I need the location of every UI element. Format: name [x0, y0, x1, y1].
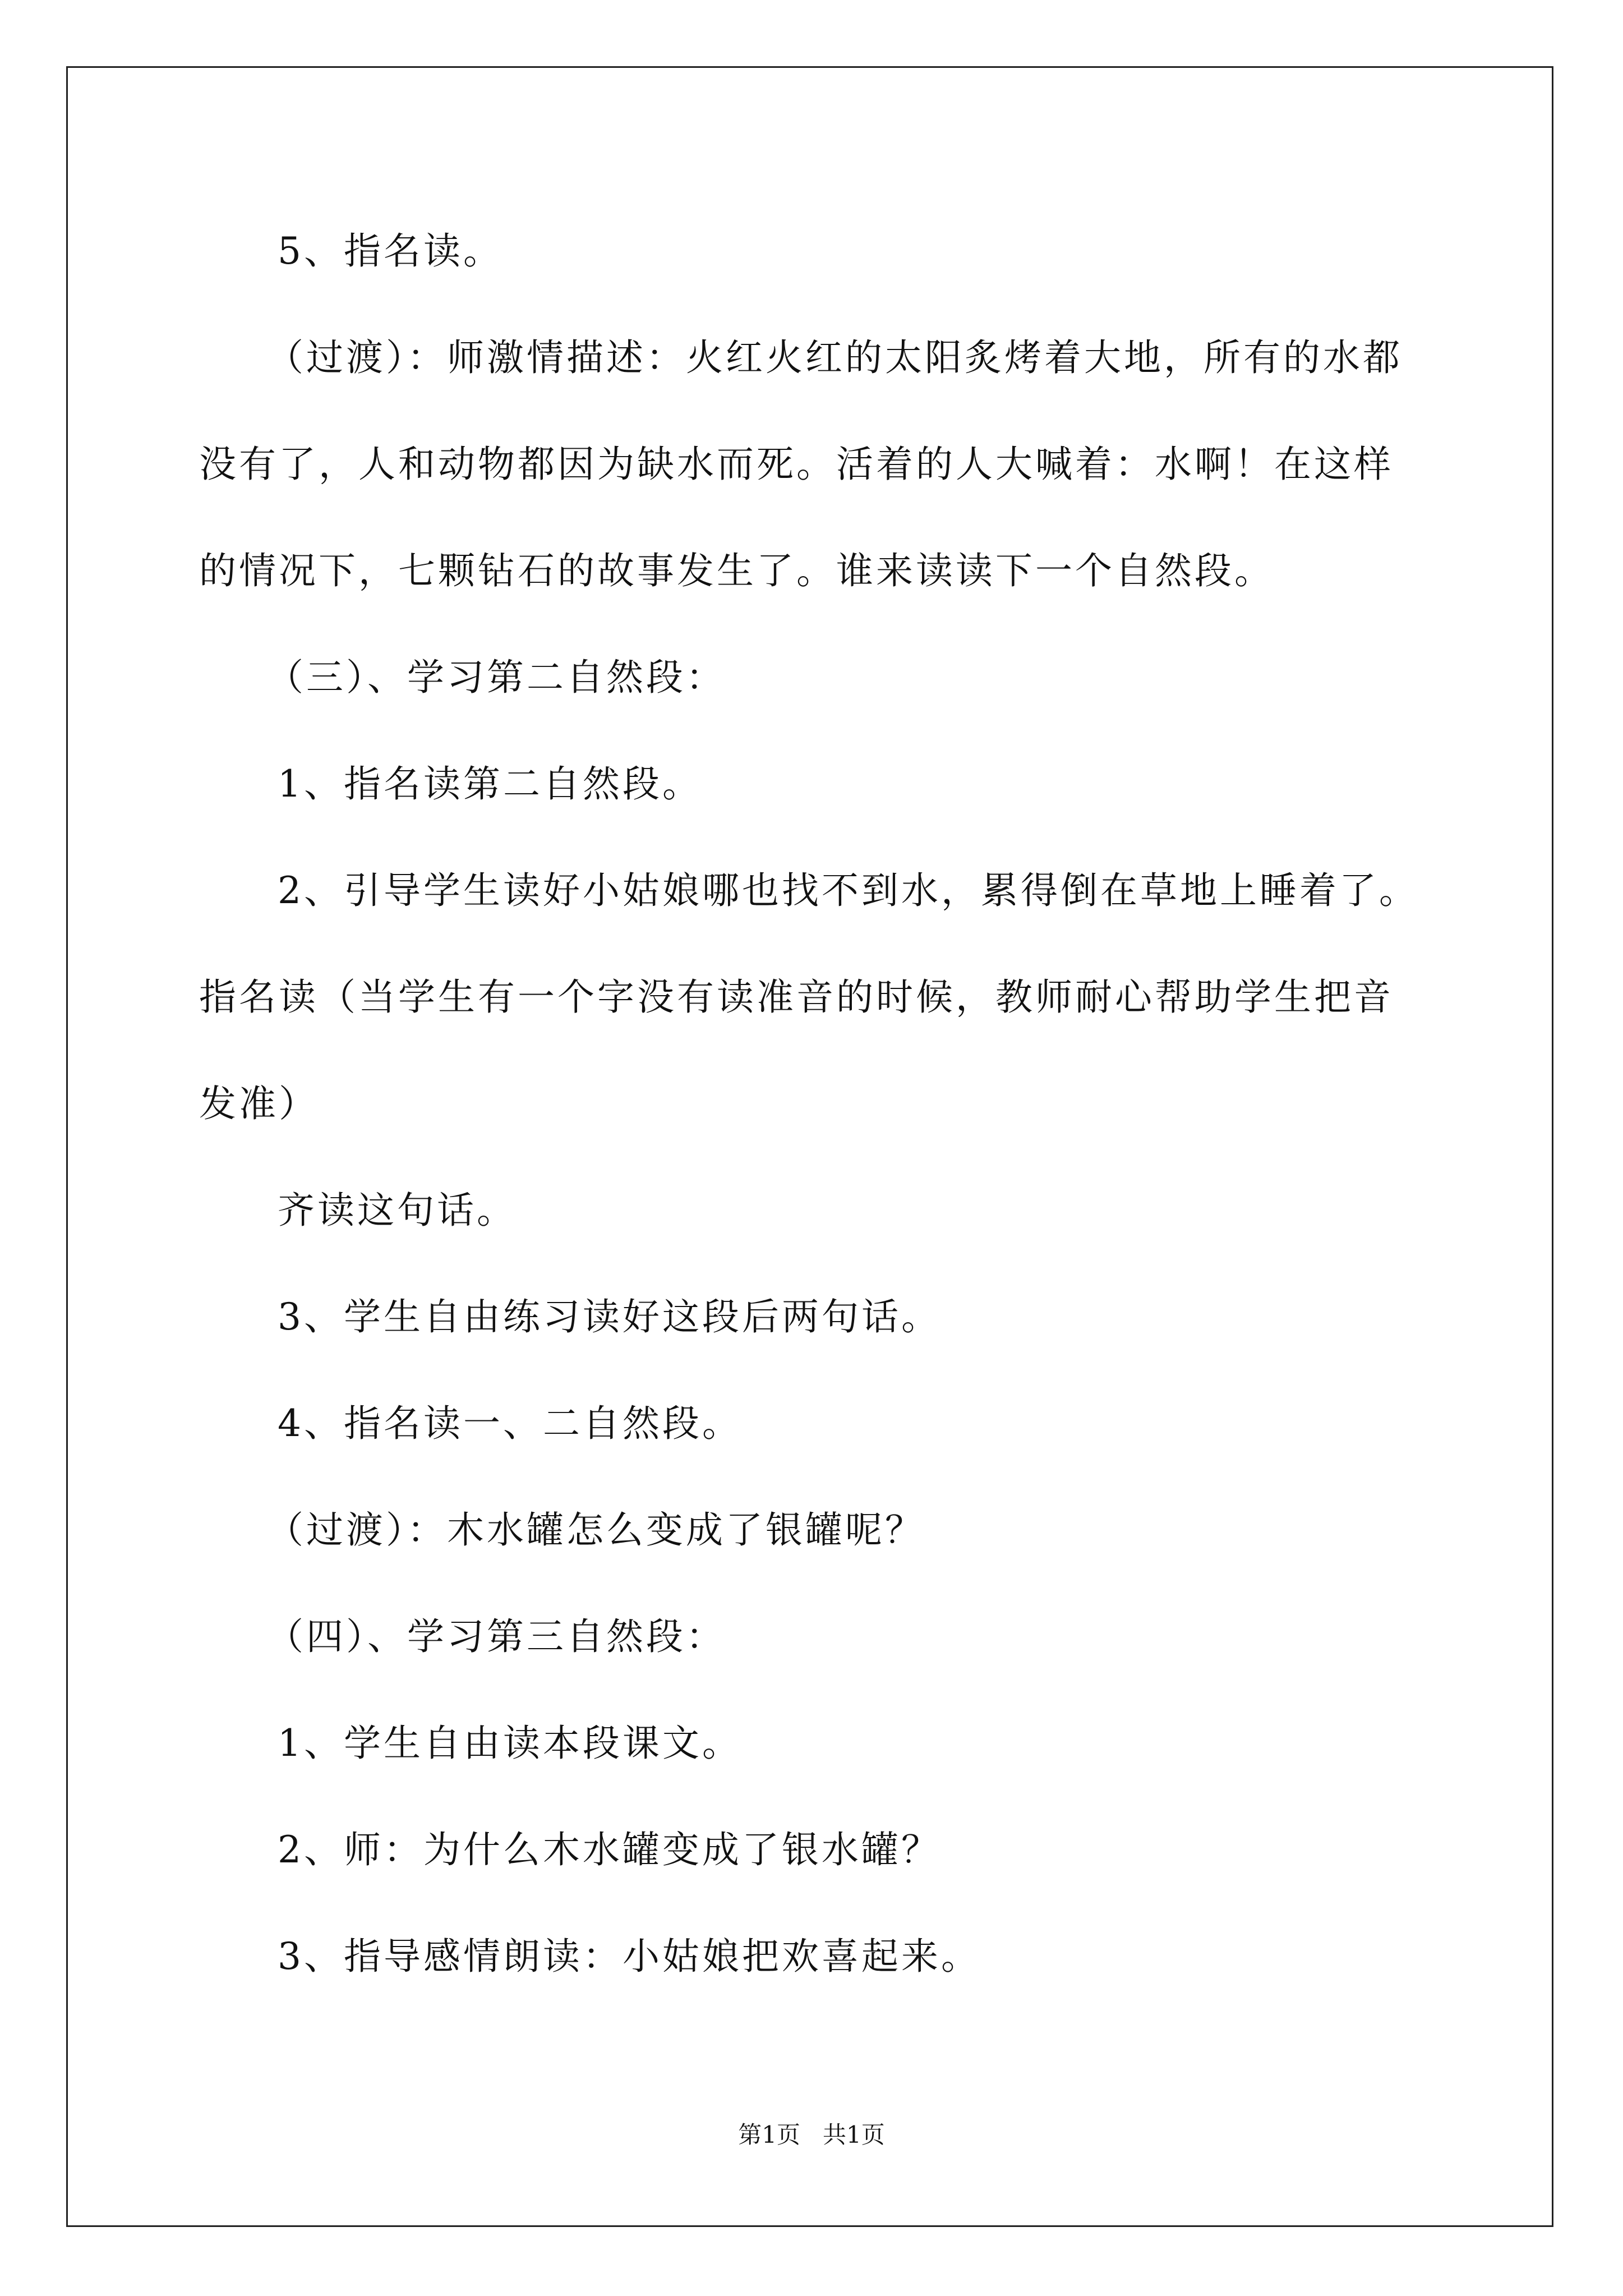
- paragraph-line: （过渡）：木水罐怎么变成了银罐呢？: [266, 1508, 925, 1552]
- paragraph-line: 的情况下，七颗钻石的故事发生了。谁来读读下一个自然段。: [199, 549, 1274, 592]
- paragraph-line: 指名读（当学生有一个字没有读准音的时候，教师耐心帮助学生把音: [199, 976, 1394, 1019]
- paragraph-line: 3、指导感情朗读：小姑娘把欢喜起来。: [278, 1935, 981, 1978]
- paragraph-line: 5、指名读。: [278, 229, 503, 273]
- paragraph-line: 没有了，人和动物都因为缺水而死。活着的人大喊着：水啊！在这样: [199, 443, 1394, 486]
- paragraph-line: 3、学生自由练习读好这段后两句话。: [278, 1295, 941, 1338]
- page-number-footer: 第1页 共1页: [738, 2121, 885, 2148]
- section-heading: （三）、学习第二自然段：: [266, 656, 726, 699]
- paragraph-line: 2、引导学生读好小姑娘哪也找不到水，累得倒在草地上睡着了。: [278, 869, 1419, 912]
- page-border: [66, 66, 1553, 2227]
- paragraph-line: 1、学生自由读本段课文。: [278, 1722, 742, 1765]
- section-heading: （四）、学习第三自然段：: [266, 1615, 726, 1658]
- paragraph-line: 发准）: [199, 1082, 319, 1125]
- paragraph-line: （过渡）：师激情描述：火红火红的太阳炙烤着大地，所有的水都: [266, 336, 1403, 379]
- paragraph-line: 齐读这句话。: [278, 1189, 517, 1232]
- paragraph-line: 4、指名读一、二自然段。: [278, 1402, 742, 1445]
- paragraph-line: 1、指名读第二自然段。: [278, 762, 702, 806]
- paragraph-line: 2、师：为什么木水罐变成了银水罐？: [278, 1828, 941, 1871]
